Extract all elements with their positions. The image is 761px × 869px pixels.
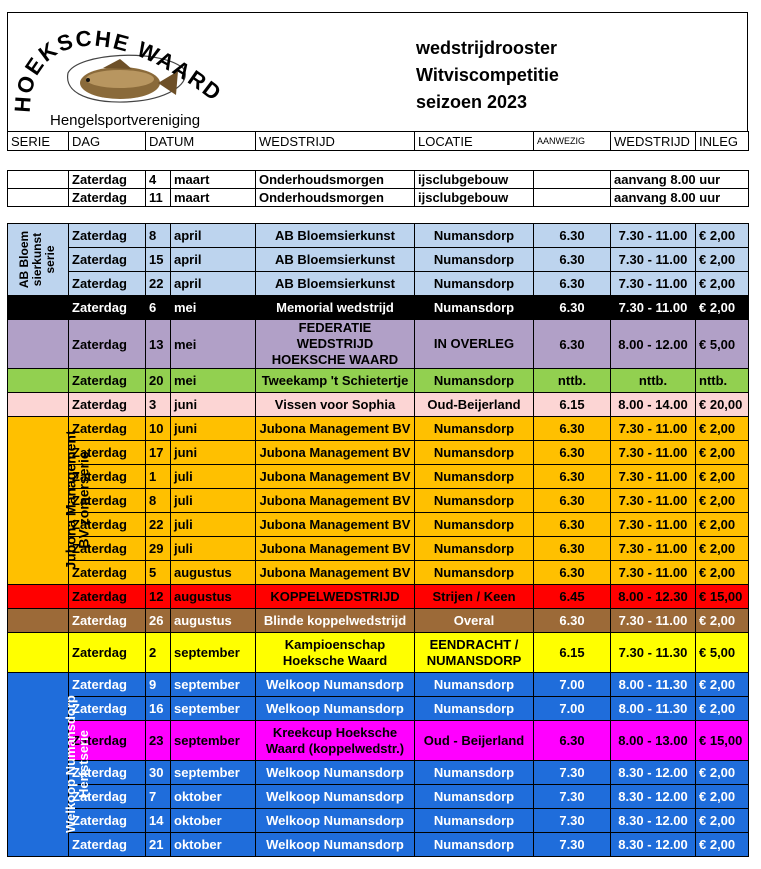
dag-cell: Zaterdag bbox=[69, 417, 146, 441]
tijd-cell: 8.30 - 12.00 bbox=[611, 785, 696, 809]
schedule-row bbox=[8, 465, 749, 489]
month-cell: mei bbox=[171, 296, 256, 320]
day-number-cell: 22 bbox=[146, 272, 171, 296]
wedstrijd-cell: Jubona Management BV bbox=[256, 489, 415, 513]
aanwezig-cell bbox=[534, 171, 611, 189]
locatie-cell: IN OVERLEG bbox=[415, 320, 534, 369]
serie-cell bbox=[8, 369, 69, 393]
inleg-cell: € 2,00 bbox=[696, 561, 749, 585]
day-number-cell: 8 bbox=[146, 224, 171, 248]
inleg-cell: € 2,00 bbox=[696, 224, 749, 248]
inleg-cell: € 2,00 bbox=[696, 697, 749, 721]
month-cell: juni bbox=[171, 441, 256, 465]
wedstrijd-cell: Jubona Management BV bbox=[256, 513, 415, 537]
tijd-cell: 7.30 - 11.00 bbox=[611, 609, 696, 633]
locatie-cell: Numansdorp bbox=[415, 761, 534, 785]
schedule-row bbox=[8, 296, 749, 320]
aanwezig-cell: 6.30 bbox=[534, 320, 611, 369]
inleg-cell: € 5,00 bbox=[696, 633, 749, 673]
serie-cell bbox=[8, 585, 69, 609]
inleg-cell: € 2,00 bbox=[696, 761, 749, 785]
locatie-cell: Numansdorp bbox=[415, 296, 534, 320]
aanwezig-cell: 6.30 bbox=[534, 465, 611, 489]
day-number-cell: 29 bbox=[146, 537, 171, 561]
inleg-cell: € 2,00 bbox=[696, 785, 749, 809]
tijd-cell: 7.30 - 11.00 bbox=[611, 296, 696, 320]
tijd-cell: 7.30 - 11.00 bbox=[611, 561, 696, 585]
month-cell: augustus bbox=[171, 609, 256, 633]
locatie-cell: Numansdorp bbox=[415, 785, 534, 809]
schedule-row bbox=[8, 320, 749, 369]
inleg-cell: € 5,00 bbox=[696, 320, 749, 369]
dag-cell: Zaterdag bbox=[69, 369, 146, 393]
aanwezig-cell: 6.30 bbox=[534, 441, 611, 465]
locatie-cell: Numansdorp bbox=[415, 809, 534, 833]
locatie-cell: Numansdorp bbox=[415, 417, 534, 441]
wedstrijd-cell: Vissen voor Sophia bbox=[256, 393, 415, 417]
inleg-cell: € 2,00 bbox=[696, 417, 749, 441]
locatie-cell: Numansdorp bbox=[415, 224, 534, 248]
aanwezig-cell bbox=[534, 189, 611, 207]
serie-label-line: AB Bloem bbox=[17, 230, 32, 289]
day-number-cell: 14 bbox=[146, 809, 171, 833]
locatie-cell: Numansdorp bbox=[415, 465, 534, 489]
dag-cell: Zaterdag bbox=[69, 513, 146, 537]
prelim-row bbox=[8, 171, 749, 189]
dag-cell: Zaterdag bbox=[69, 561, 146, 585]
day-number-cell: 30 bbox=[146, 761, 171, 785]
dag-cell: Zaterdag bbox=[69, 833, 146, 857]
wedstrijd-cell: Jubona Management BV bbox=[256, 441, 415, 465]
day-number-cell: 15 bbox=[146, 248, 171, 272]
schedule-row bbox=[8, 417, 749, 441]
schedule-row bbox=[8, 272, 749, 296]
col-dag: DAG bbox=[69, 132, 146, 151]
day-number-cell: 2 bbox=[146, 633, 171, 673]
locatie-cell: Numansdorp bbox=[415, 369, 534, 393]
aanwezig-cell: 6.30 bbox=[534, 537, 611, 561]
dag-cell: Zaterdag bbox=[69, 248, 146, 272]
dag-cell: Zaterdag bbox=[69, 633, 146, 673]
schedule-table bbox=[7, 223, 749, 857]
inleg-cell: € 2,00 bbox=[696, 296, 749, 320]
inleg-cell: € 15,00 bbox=[696, 585, 749, 609]
tijd-cell: 7.30 - 11.00 bbox=[611, 224, 696, 248]
inleg-cell: nttb. bbox=[696, 369, 749, 393]
aanwezig-cell: 6.30 bbox=[534, 609, 611, 633]
wedstrijd-cell: Memorial wedstrijd bbox=[256, 296, 415, 320]
prelim-row bbox=[8, 189, 749, 207]
dag-cell: Zaterdag bbox=[69, 673, 146, 697]
title-line-1: wedstrijdrooster bbox=[416, 38, 558, 58]
tijd-cell: 8.00 - 12.00 bbox=[611, 320, 696, 369]
schedule-row bbox=[8, 761, 749, 785]
tijd-cell: 8.00 - 12.30 bbox=[611, 585, 696, 609]
locatie-cell: Numansdorp bbox=[415, 833, 534, 857]
wedstrijd-cell: AB Bloemsierkunst bbox=[256, 272, 415, 296]
inleg-cell: € 2,00 bbox=[696, 673, 749, 697]
day-number-cell: 16 bbox=[146, 697, 171, 721]
day-number-cell: 22 bbox=[146, 513, 171, 537]
tijd-cell: 7.30 - 11.00 bbox=[611, 537, 696, 561]
day-number-cell: 1 bbox=[146, 465, 171, 489]
schedule-row bbox=[8, 673, 749, 697]
serie-cell bbox=[8, 296, 69, 320]
schedule-row bbox=[8, 809, 749, 833]
day-number-cell: 11 bbox=[146, 189, 171, 207]
wedstrijd-cell: Blinde koppelwedstrijd bbox=[256, 609, 415, 633]
schedule-row bbox=[8, 513, 749, 537]
serie-cell bbox=[8, 609, 69, 633]
day-number-cell: 17 bbox=[146, 441, 171, 465]
inleg-cell: € 2,00 bbox=[696, 489, 749, 513]
inleg-cell: € 20,00 bbox=[696, 393, 749, 417]
schedule-row bbox=[8, 633, 749, 673]
wedstrijd-cell: Welkoop Numansdorp bbox=[256, 761, 415, 785]
schedule-row bbox=[8, 785, 749, 809]
inleg-cell: € 2,00 bbox=[696, 465, 749, 489]
dag-cell: Zaterdag bbox=[69, 585, 146, 609]
locatie-cell: Numansdorp bbox=[415, 561, 534, 585]
aanwezig-cell: 6.30 bbox=[534, 489, 611, 513]
month-cell: september bbox=[171, 721, 256, 761]
serie-cell bbox=[8, 189, 69, 207]
header bbox=[7, 12, 748, 131]
dag-cell: Zaterdag bbox=[69, 609, 146, 633]
month-cell: april bbox=[171, 224, 256, 248]
month-cell: april bbox=[171, 248, 256, 272]
day-number-cell: 9 bbox=[146, 673, 171, 697]
inleg-cell: € 2,00 bbox=[696, 609, 749, 633]
aanwezig-cell: 6.30 bbox=[534, 296, 611, 320]
month-cell: augustus bbox=[171, 561, 256, 585]
wedstrijd-cell: Jubona Management BV bbox=[256, 465, 415, 489]
aanwezig-cell: 6.30 bbox=[534, 272, 611, 296]
tijd-cell: 7.30 - 11.30 bbox=[611, 633, 696, 673]
wedstrijd-cell: Onderhoudsmorgen bbox=[256, 189, 415, 207]
dag-cell: Zaterdag bbox=[69, 189, 146, 207]
month-cell: maart bbox=[171, 171, 256, 189]
dag-cell: Zaterdag bbox=[69, 697, 146, 721]
inleg-cell: € 15,00 bbox=[696, 721, 749, 761]
aanwezig-cell: 6.30 bbox=[534, 561, 611, 585]
col-wedstrijd-tijd: WEDSTRIJD bbox=[611, 132, 696, 151]
locatie-cell: Numansdorp bbox=[415, 272, 534, 296]
month-cell: mei bbox=[171, 320, 256, 369]
wedstrijd-cell: Kreekcup Hoeksche Waard (koppelwedstr.) bbox=[256, 721, 415, 761]
aanwezig-cell: nttb. bbox=[534, 369, 611, 393]
day-number-cell: 8 bbox=[146, 489, 171, 513]
locatie-cell: Numansdorp bbox=[415, 441, 534, 465]
month-cell: september bbox=[171, 633, 256, 673]
wedstrijd-cell: KOPPELWEDSTRIJD bbox=[256, 585, 415, 609]
tijd-cell: 8.00 - 11.30 bbox=[611, 697, 696, 721]
title-line-2: Witviscompetitie bbox=[416, 65, 559, 85]
tijd-cell: 7.30 - 11.00 bbox=[611, 441, 696, 465]
aanwezig-cell: 6.30 bbox=[534, 721, 611, 761]
locatie-cell: Oud-Beijerland bbox=[415, 393, 534, 417]
tijd-cell: 7.30 - 11.00 bbox=[611, 513, 696, 537]
serie-cell bbox=[8, 171, 69, 189]
dag-cell: Zaterdag bbox=[69, 465, 146, 489]
column-header-row bbox=[7, 131, 749, 151]
wedstrijd-cell: Onderhoudsmorgen bbox=[256, 171, 415, 189]
serie-label-line: Herfstserie bbox=[75, 730, 91, 798]
inleg-cell: € 2,00 bbox=[696, 248, 749, 272]
dag-cell: Zaterdag bbox=[69, 224, 146, 248]
aanwezig-cell: 6.45 bbox=[534, 585, 611, 609]
dag-cell: Zaterdag bbox=[69, 441, 146, 465]
wedstrijd-cell: Jubona Management BV bbox=[256, 561, 415, 585]
locatie-cell: Strijen / Keen bbox=[415, 585, 534, 609]
aanwezig-cell: 7.30 bbox=[534, 809, 611, 833]
serie-label-line: Welkoop Numansdorp bbox=[62, 695, 78, 833]
schedule-row bbox=[8, 609, 749, 633]
locatie-cell: Oud - Beijerland bbox=[415, 721, 534, 761]
inleg-cell: € 2,00 bbox=[696, 809, 749, 833]
aanwezig-cell: 7.30 bbox=[534, 833, 611, 857]
month-cell: juli bbox=[171, 513, 256, 537]
schedule-row bbox=[8, 441, 749, 465]
schedule-row bbox=[8, 697, 749, 721]
dag-cell: Zaterdag bbox=[69, 785, 146, 809]
month-cell: mei bbox=[171, 369, 256, 393]
logo-arc-text: HOEKSCHE WAARD bbox=[9, 25, 228, 114]
day-number-cell: 5 bbox=[146, 561, 171, 585]
col-locatie: LOCATIE bbox=[415, 132, 534, 151]
locatie-cell: Numansdorp bbox=[415, 513, 534, 537]
preliminary-table bbox=[7, 170, 749, 207]
month-cell: maart bbox=[171, 189, 256, 207]
schedule-row bbox=[8, 721, 749, 761]
tijd-cell: aanvang 8.00 uur bbox=[611, 171, 749, 189]
dag-cell: Zaterdag bbox=[69, 171, 146, 189]
aanwezig-cell: 7.00 bbox=[534, 673, 611, 697]
wedstrijd-cell: AB Bloemsierkunst bbox=[256, 224, 415, 248]
month-cell: juli bbox=[171, 465, 256, 489]
wedstrijd-cell: FEDERATIE WEDSTRIJD HOEKSCHE WAARD bbox=[256, 320, 415, 369]
schedule-row bbox=[8, 537, 749, 561]
serie-cell bbox=[8, 393, 69, 417]
month-cell: september bbox=[171, 673, 256, 697]
tijd-cell: 8.30 - 12.00 bbox=[611, 833, 696, 857]
wedstrijd-cell: Jubona Management BV bbox=[256, 417, 415, 441]
tijd-cell: 8.00 - 11.30 bbox=[611, 673, 696, 697]
day-number-cell: 26 bbox=[146, 609, 171, 633]
wedstrijd-cell: Jubona Management BV bbox=[256, 537, 415, 561]
serie-label-line: serie bbox=[43, 245, 58, 274]
tijd-cell: 8.30 - 12.00 bbox=[611, 761, 696, 785]
aanwezig-cell: 6.15 bbox=[534, 633, 611, 673]
serie-label-line: BV zomerserie bbox=[75, 451, 92, 549]
month-cell: juni bbox=[171, 393, 256, 417]
day-number-cell: 4 bbox=[146, 171, 171, 189]
wedstrijd-cell: Welkoop Numansdorp bbox=[256, 673, 415, 697]
col-datum: DATUM bbox=[146, 132, 256, 151]
wedstrijd-cell: Welkoop Numansdorp bbox=[256, 833, 415, 857]
locatie-cell: Overal bbox=[415, 609, 534, 633]
tijd-cell: 8.00 - 13.00 bbox=[611, 721, 696, 761]
dag-cell: Zaterdag bbox=[69, 320, 146, 369]
tijd-cell: 7.30 - 11.00 bbox=[611, 465, 696, 489]
serie-label-line: Jubona Management bbox=[62, 430, 79, 570]
tijd-cell: 8.30 - 12.00 bbox=[611, 809, 696, 833]
col-wedstrijd: WEDSTRIJD bbox=[256, 132, 415, 151]
day-number-cell: 12 bbox=[146, 585, 171, 609]
locatie-cell: ijsclubgebouw bbox=[415, 189, 534, 207]
tijd-cell: 7.30 - 11.00 bbox=[611, 272, 696, 296]
day-number-cell: 3 bbox=[146, 393, 171, 417]
dag-cell: Zaterdag bbox=[69, 489, 146, 513]
month-cell: september bbox=[171, 697, 256, 721]
locatie-cell: EENDRACHT / NUMANSDORP bbox=[415, 633, 534, 673]
title-block bbox=[416, 35, 559, 116]
schedule-row bbox=[8, 248, 749, 272]
wedstrijd-cell: Welkoop Numansdorp bbox=[256, 785, 415, 809]
inleg-cell: € 2,00 bbox=[696, 513, 749, 537]
schedule-row bbox=[8, 833, 749, 857]
serie-label-jubona bbox=[8, 417, 92, 585]
month-cell: juli bbox=[171, 537, 256, 561]
locatie-cell: Numansdorp bbox=[415, 673, 534, 697]
col-inleg: INLEG bbox=[696, 132, 749, 151]
inleg-cell: € 2,00 bbox=[696, 537, 749, 561]
locatie-cell: Numansdorp bbox=[415, 697, 534, 721]
aanwezig-cell: 6.30 bbox=[534, 417, 611, 441]
club-logo bbox=[8, 13, 238, 131]
wedstrijd-cell: AB Bloemsierkunst bbox=[256, 248, 415, 272]
aanwezig-cell: 6.30 bbox=[534, 248, 611, 272]
inleg-cell: € 2,00 bbox=[696, 272, 749, 296]
schedule-row bbox=[8, 585, 749, 609]
dag-cell: Zaterdag bbox=[69, 537, 146, 561]
dag-cell: Zaterdag bbox=[69, 761, 146, 785]
serie-label-welkoop bbox=[8, 673, 91, 857]
month-cell: september bbox=[171, 761, 256, 785]
tijd-cell: 8.00 - 14.00 bbox=[611, 393, 696, 417]
schedule-row bbox=[8, 561, 749, 585]
aanwezig-cell: 6.30 bbox=[534, 513, 611, 537]
tijd-cell: 7.30 - 11.00 bbox=[611, 417, 696, 441]
aanwezig-cell: 6.15 bbox=[534, 393, 611, 417]
col-serie: SERIE bbox=[8, 132, 69, 151]
locatie-cell: ijsclubgebouw bbox=[415, 171, 534, 189]
day-number-cell: 21 bbox=[146, 833, 171, 857]
tijd-cell: 7.30 - 11.00 bbox=[611, 248, 696, 272]
tijd-cell: 7.30 - 11.00 bbox=[611, 489, 696, 513]
wedstrijd-cell: Welkoop Numansdorp bbox=[256, 809, 415, 833]
day-number-cell: 10 bbox=[146, 417, 171, 441]
wedstrijd-cell: Kampioenschap Hoeksche Waard bbox=[256, 633, 415, 673]
tijd-cell: nttb. bbox=[611, 369, 696, 393]
month-cell: oktober bbox=[171, 785, 256, 809]
tijd-cell: aanvang 8.00 uur bbox=[611, 189, 749, 207]
dag-cell: Zaterdag bbox=[69, 393, 146, 417]
month-cell: april bbox=[171, 272, 256, 296]
serie-cell bbox=[8, 633, 69, 673]
schedule-row bbox=[8, 369, 749, 393]
day-number-cell: 13 bbox=[146, 320, 171, 369]
dag-cell: Zaterdag bbox=[69, 272, 146, 296]
locatie-cell: Numansdorp bbox=[415, 489, 534, 513]
day-number-cell: 6 bbox=[146, 296, 171, 320]
month-cell: oktober bbox=[171, 833, 256, 857]
serie-cell bbox=[8, 320, 69, 369]
inleg-cell: € 2,00 bbox=[696, 441, 749, 465]
wedstrijd-cell: Welkoop Numansdorp bbox=[256, 697, 415, 721]
month-cell: juni bbox=[171, 417, 256, 441]
locatie-cell: Numansdorp bbox=[415, 248, 534, 272]
dag-cell: Zaterdag bbox=[69, 296, 146, 320]
schedule-row bbox=[8, 393, 749, 417]
day-number-cell: 23 bbox=[146, 721, 171, 761]
inleg-cell: € 2,00 bbox=[696, 833, 749, 857]
month-cell: augustus bbox=[171, 585, 256, 609]
day-number-cell: 7 bbox=[146, 785, 171, 809]
schedule-row bbox=[8, 224, 749, 248]
day-number-cell: 20 bbox=[146, 369, 171, 393]
aanwezig-cell: 7.30 bbox=[534, 785, 611, 809]
serie-label-line: sierkunst bbox=[30, 232, 45, 287]
locatie-cell: Numansdorp bbox=[415, 537, 534, 561]
logo-subtitle: Hengelsportvereniging bbox=[50, 112, 201, 129]
title-line-3: seizoen 2023 bbox=[416, 92, 528, 112]
aanwezig-cell: 7.00 bbox=[534, 697, 611, 721]
schedule-row bbox=[8, 489, 749, 513]
aanwezig-cell: 7.30 bbox=[534, 761, 611, 785]
dag-cell: Zaterdag bbox=[69, 809, 146, 833]
month-cell: juli bbox=[171, 489, 256, 513]
col-aanwezig: AANWEZIG bbox=[534, 132, 611, 151]
dag-cell: Zaterdag bbox=[69, 721, 146, 761]
serie-label-ab bbox=[8, 224, 69, 296]
month-cell: oktober bbox=[171, 809, 256, 833]
wedstrijd-cell: Tweekamp 't Schietertje bbox=[256, 369, 415, 393]
aanwezig-cell: 6.30 bbox=[534, 224, 611, 248]
